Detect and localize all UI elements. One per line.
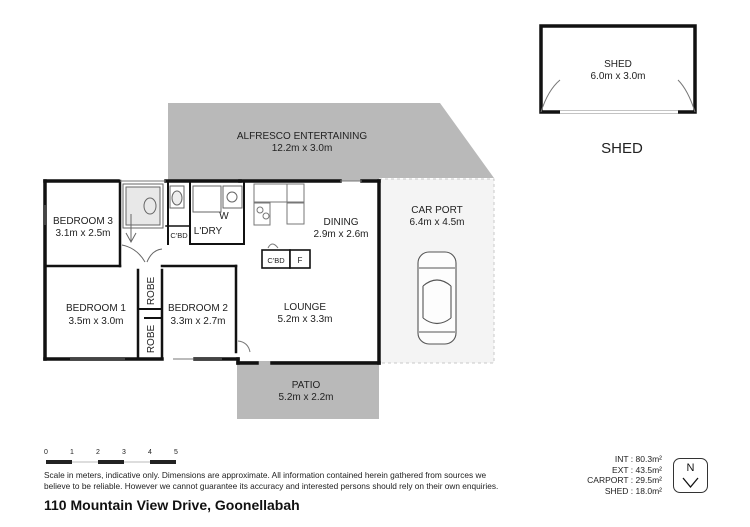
- window-lines: [45, 181, 362, 359]
- compass-arrow-icon: [674, 459, 707, 492]
- room-size: 2.9m x 2.6m: [313, 229, 369, 240]
- shed-title: SHED: [601, 140, 643, 157]
- washer-label: W: [219, 211, 229, 222]
- property-address: 110 Mountain View Drive, Goonellabah: [44, 497, 300, 513]
- room-size: 6.4m x 4.5m: [409, 217, 465, 228]
- area-value: 43.5m²: [635, 464, 662, 475]
- area-label: EXT: [612, 464, 629, 475]
- room-size: 3.3m x 2.7m: [170, 316, 226, 327]
- room-name: BEDROOM 2: [167, 303, 229, 314]
- scale-bar: [44, 449, 178, 464]
- bathroom-fixtures: [122, 184, 242, 262]
- area-label: CARPORT: [587, 475, 629, 486]
- room-name: SHED: [604, 59, 632, 70]
- scale-tick: 1: [70, 449, 74, 456]
- laundry-label: L'DRY: [193, 226, 223, 237]
- room-size: 3.5m x 3.0m: [68, 316, 124, 327]
- room-size: 5.2m x 2.2m: [278, 392, 334, 403]
- area-summary: [587, 454, 662, 496]
- area-row: EXT : 43.5m²: [612, 464, 662, 475]
- room-name: LOUNGE: [283, 302, 327, 313]
- room-size: 3.1m x 2.5m: [55, 228, 111, 239]
- area-row: INT : 80.3m²: [614, 454, 662, 464]
- compass-label: N: [686, 462, 695, 474]
- car-icon: [418, 252, 456, 344]
- room-size: 5.2m x 3.3m: [277, 314, 333, 325]
- robe-label: ROBE: [146, 276, 157, 306]
- scale-tick: 4: [148, 449, 152, 456]
- scale-tick: 2: [96, 449, 100, 456]
- disclaimer-line: Scale in meters, indicative only. Dimensions are approximate. All information contained herein gathered from sources we: [44, 470, 487, 480]
- robe-label: ROBE: [146, 324, 157, 354]
- scale-tick: 0: [44, 449, 48, 456]
- kitchen-fixtures: [238, 184, 310, 352]
- house-walls: [45, 181, 379, 363]
- alfresco-area: [168, 103, 494, 181]
- room-name: CAR PORT: [411, 205, 463, 216]
- room-name: ALFRESCO ENTERTAINING: [236, 131, 368, 142]
- scale-tick: 5: [174, 449, 178, 456]
- room-size: 12.2m x 3.0m: [271, 143, 333, 154]
- area-label: INT: [614, 454, 629, 464]
- cupboard-label: C'BD: [267, 256, 285, 265]
- area-label: SHED: [604, 485, 629, 496]
- disclaimer-line: believe to be reliable. However we cannot guarantee its accuracy and interested persons should rely on their own enquiries.: [44, 480, 499, 491]
- room-size: 6.0m x 3.0m: [590, 71, 646, 82]
- area-value: 29.5m²: [635, 475, 662, 486]
- area-value: 18.0m²: [635, 485, 662, 496]
- room-name: BEDROOM 1: [65, 303, 127, 314]
- cupboard-label: C'BD: [170, 231, 188, 240]
- area-row: CARPORT : 29.5m²: [587, 475, 662, 486]
- north-compass-icon: [673, 458, 708, 493]
- room-name: PATIO: [291, 380, 321, 391]
- disclaimer: [44, 470, 564, 491]
- area-row: SHED : 18.0m²: [604, 485, 662, 496]
- fridge-label: F: [297, 256, 303, 265]
- room-name: DINING: [323, 217, 359, 228]
- scale-tick: 3: [122, 449, 126, 456]
- room-name: BEDROOM 3: [52, 216, 114, 227]
- area-value: 80.3m²: [635, 454, 662, 464]
